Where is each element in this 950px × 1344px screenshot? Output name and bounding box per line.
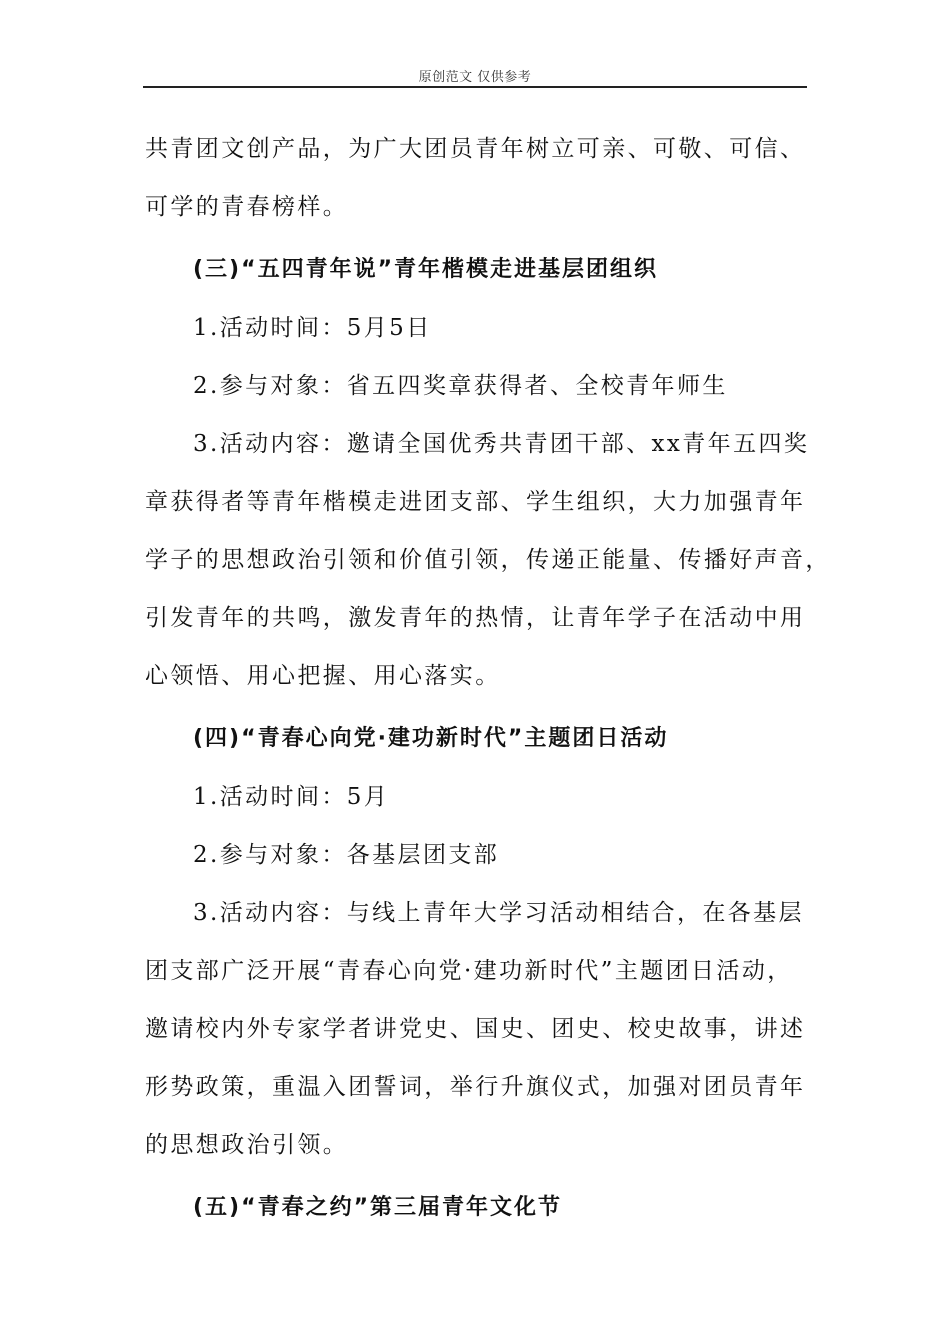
- activity-content-4: 3.活动内容：与线上青年大学习活动相结合，在各基层: [193, 900, 804, 926]
- section-heading-5: (五)“青春之约”第三届青年文化节: [193, 1195, 563, 1220]
- paragraph-line: 团支部广泛开展“青春心向党·建功新时代”主题团日活动，: [145, 958, 793, 984]
- paragraph-line: 可学的青春榜样。: [145, 194, 349, 220]
- activity-time-3: 1.活动时间：5月5日: [193, 315, 432, 341]
- paragraph-line: 章获得者等青年楷模走进团支部、学生组织，大力加强青年: [145, 489, 806, 515]
- document-body: [145, 120, 831, 1237]
- paragraph-line: 共青团文创产品，为广大团员青年树立可亲、可敬、可信、: [145, 136, 806, 162]
- activity-time-4: 1.活动时间：5月: [193, 784, 390, 810]
- section-heading-4: (四)“青春心向党·建功新时代”主题团日活动: [193, 726, 669, 751]
- paragraph-line: 形势政策，重温入团誓词，举行升旗仪式，加强对团员青年: [145, 1074, 806, 1100]
- participants-3: 2.参与对象：省五四奖章获得者、全校青年师生: [193, 373, 728, 399]
- header-text: 原创范文 仅供参考: [418, 70, 532, 85]
- paragraph-line: 学子的思想政治引领和价值引领，传递正能量、传播好声音，: [145, 547, 831, 573]
- participants-4: 2.参与对象：各基层团支部: [193, 842, 500, 868]
- paragraph-line: 的思想政治引领。: [145, 1132, 349, 1158]
- page-header: [143, 66, 807, 88]
- paragraph-line: 引发青年的共鸣，激发青年的热情，让青年学子在活动中用: [145, 605, 806, 631]
- activity-content-3: 3.活动内容：邀请全国优秀共青团干部、xx青年五四奖: [193, 431, 810, 457]
- paragraph-line: 心领悟、用心把握、用心落实。: [145, 663, 501, 689]
- section-heading-3: (三)“五四青年说”青年楷模走进基层团组织: [193, 257, 659, 282]
- paragraph-line: 邀请校内外专家学者讲党史、国史、团史、校史故事，讲述: [145, 1016, 806, 1042]
